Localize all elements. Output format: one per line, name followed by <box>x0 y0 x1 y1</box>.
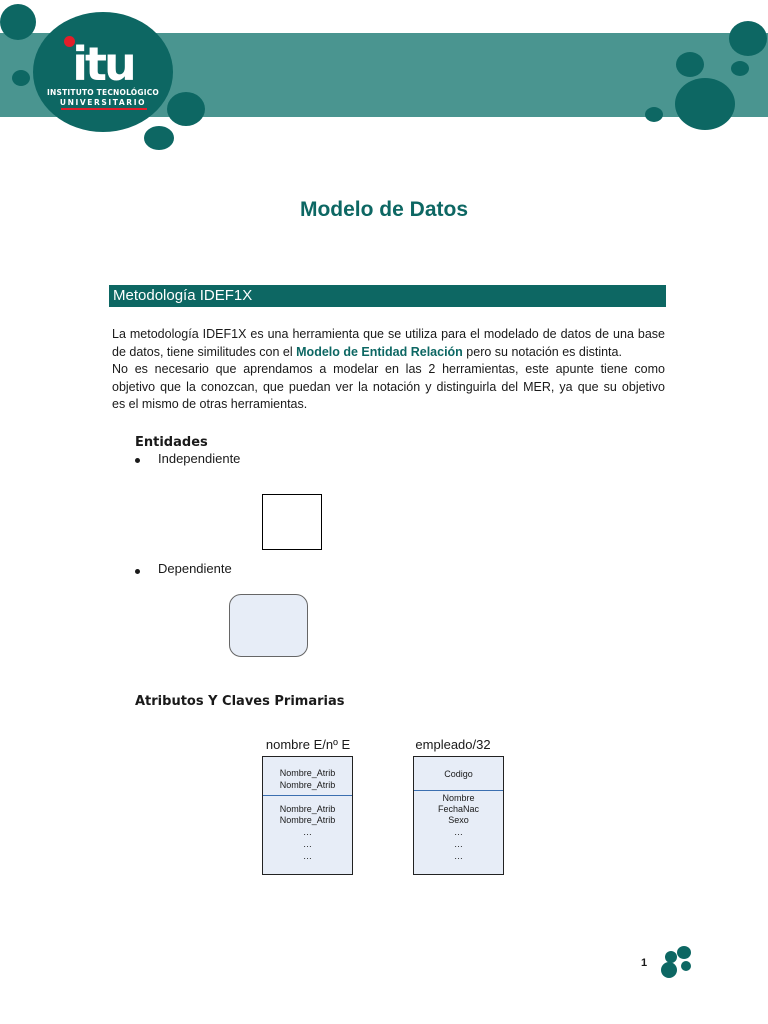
footer-decor-dot <box>681 961 691 971</box>
itu-logo <box>33 12 173 132</box>
attribute: … <box>303 827 312 837</box>
entity-2-box <box>413 756 504 875</box>
attribute: Nombre_Atrib <box>279 804 336 814</box>
logo-subtitle-2: UNIVERSITARIO <box>59 98 147 107</box>
paragraph-line: La metodología IDEF1X es una herramienta que se utiliza para el modelado de datos de una base <box>112 327 665 341</box>
entity-2-label: empleado/32 <box>415 737 491 752</box>
page-number: 1 <box>641 957 648 969</box>
paragraph-text: de datos, tiene similitudes con el <box>112 344 297 359</box>
key-attribute: Nombre_Atrib <box>279 768 336 778</box>
section-title-bar: Metodología IDEF1X <box>109 285 666 307</box>
bullet-icon <box>135 569 140 574</box>
mer-highlight-text: Modelo de Entidad Relación <box>296 344 463 359</box>
paragraph-line: es el mismo de otras herramientas. <box>112 397 308 411</box>
paragraph-text: pero su notación es distinta. <box>462 344 622 359</box>
dependent-entity-shape <box>229 594 308 657</box>
decor-dot <box>12 70 30 86</box>
decor-dot <box>675 78 735 130</box>
bullet-icon <box>135 458 140 463</box>
attribute: … <box>454 839 463 849</box>
decor-dot <box>729 21 767 56</box>
bullet-dependiente: Dependiente <box>158 561 232 576</box>
decor-dot <box>645 107 663 122</box>
decor-dot <box>676 52 704 77</box>
paragraph-line: objetivo que la conozcan, que puedan ver la notación y distinguirla del MER, ya que su objetivo <box>112 379 665 394</box>
independent-entity-shape <box>262 494 322 550</box>
decor-dot <box>144 126 174 150</box>
decor-dot <box>731 61 749 76</box>
key-separator <box>263 795 352 796</box>
attribute: Nombre_Atrib <box>279 815 336 825</box>
key-attribute: Nombre_Atrib <box>279 780 336 790</box>
footer-decor-dot <box>677 946 691 959</box>
intro-paragraph <box>112 326 665 414</box>
logo-main-text: itu <box>72 37 134 91</box>
attribute: Nombre <box>442 793 475 803</box>
attribute: … <box>454 827 463 837</box>
atributos-heading: Atributos Y Claves Primarias <box>135 694 345 709</box>
decor-dot <box>0 4 36 40</box>
attribute: FechaNac <box>437 804 480 814</box>
footer-decor-dot <box>661 962 677 978</box>
paragraph-line <box>112 344 665 362</box>
entity-1-box <box>262 756 353 875</box>
page-title: Modelo de Datos <box>299 198 468 221</box>
entity-1-label: nombre E/nº E <box>265 737 351 752</box>
attribute: … <box>303 839 312 849</box>
bullet-independiente: Independiente <box>158 451 241 466</box>
entidades-heading: Entidades <box>135 435 208 450</box>
attribute: … <box>454 851 463 861</box>
logo-subtitle-1: INSTITUTO TECNOLÓGICO <box>47 88 159 97</box>
logo-red-line <box>61 108 147 110</box>
key-attribute: Codigo <box>444 769 473 779</box>
key-separator <box>414 790 503 791</box>
paragraph-line: No es necesario que aprendamos a modelar en las 2 herramientas, este apunte tiene como <box>112 362 665 376</box>
attribute: … <box>303 851 312 861</box>
attribute: Sexo <box>448 815 469 825</box>
